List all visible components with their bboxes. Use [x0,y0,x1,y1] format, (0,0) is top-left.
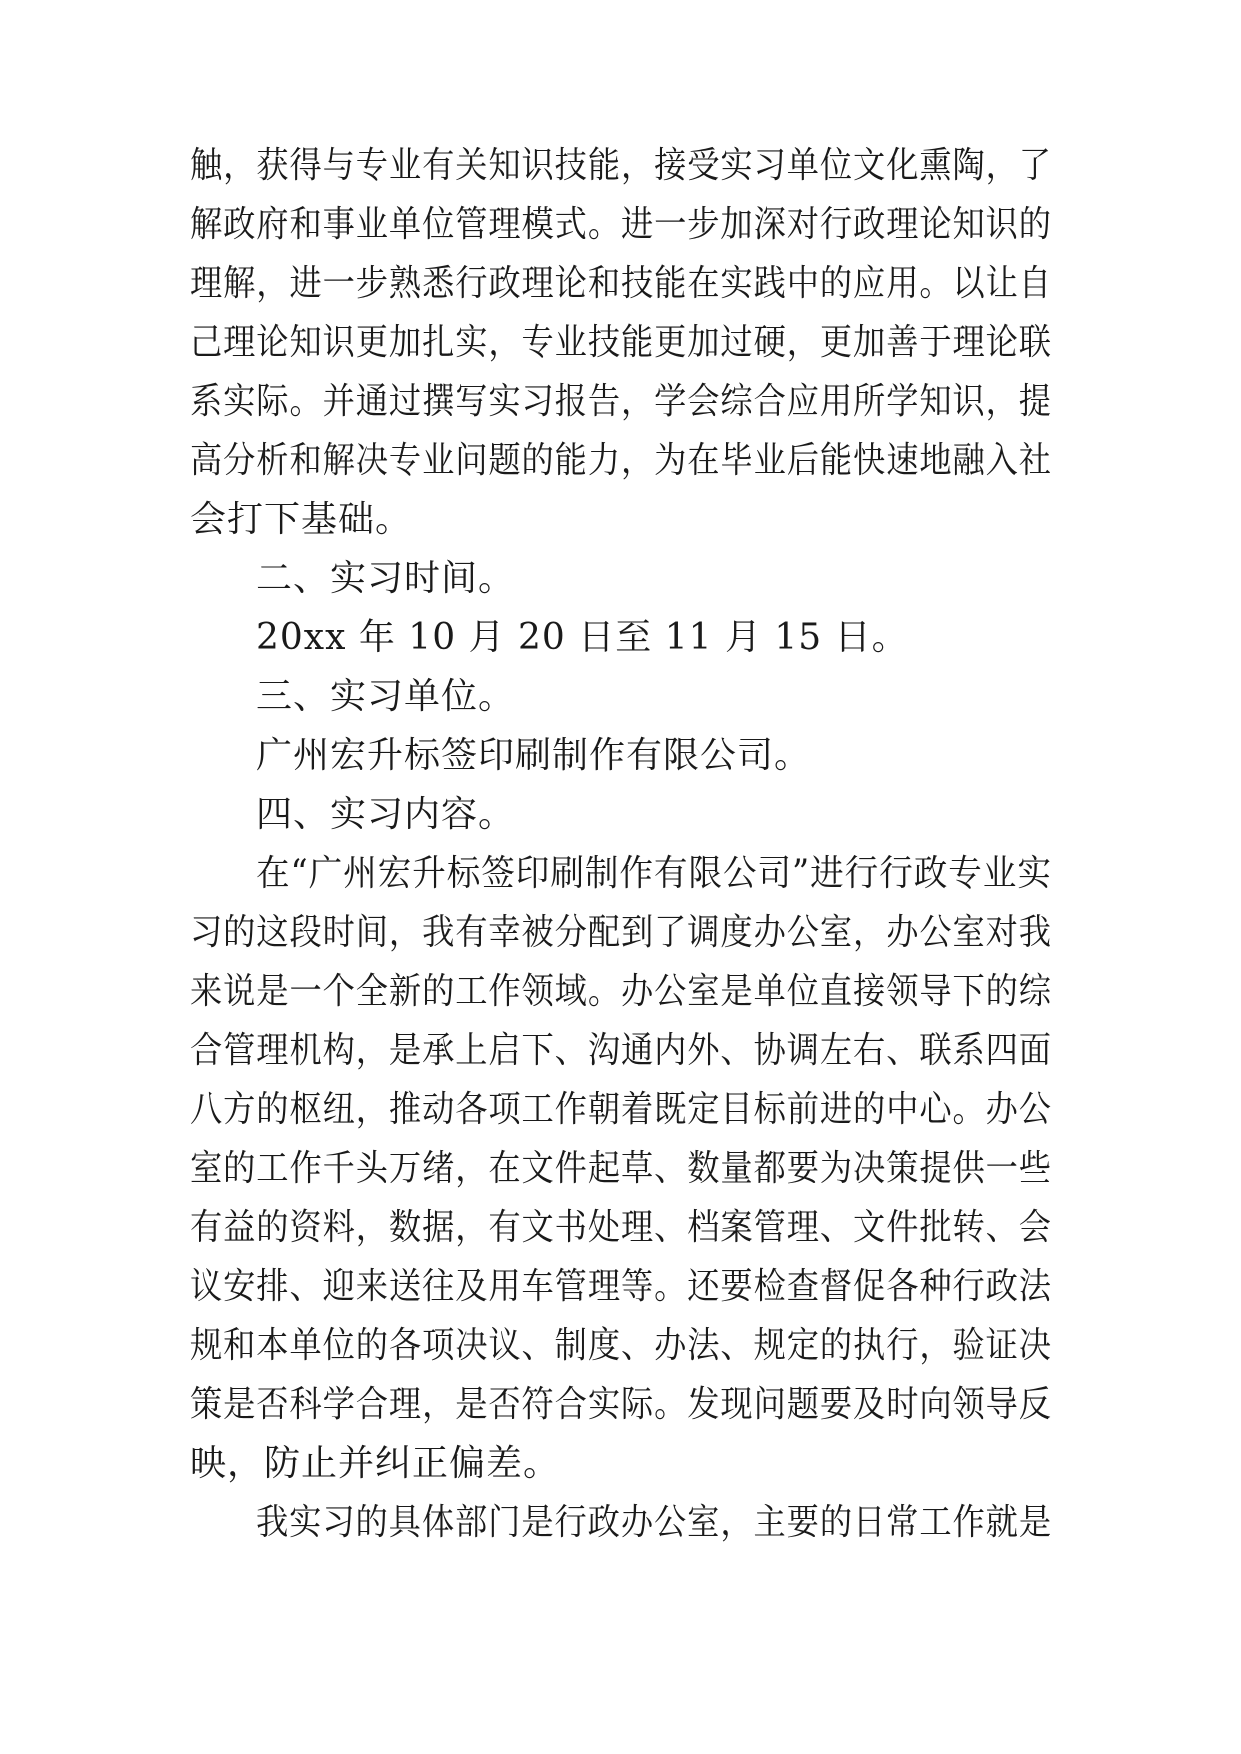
text-line: 会打下基础。 [190,499,413,540]
text-line: 规和本单位的各项决议、制度、办法、规定的执行，验证决 [190,1325,1052,1366]
text-line: 20xx 年 10 月 20 日至 11 月 15 日。 [256,617,909,658]
text-line: 系实际。并通过撰写实习报告，学会综合应用所学知识，提 [190,381,1052,422]
text-line: 我实习的具体部门是行政办公室，主要的日常工作就是 [256,1502,1053,1543]
text-line: 室的工作千头万绪，在文件起草、数量都要为决策提供一些 [190,1148,1052,1189]
text-line: 合管理机构，是承上启下、沟通内外、协调左右、联系四面 [190,1030,1052,1071]
text-line: 广州宏升标签印刷制作有限公司。 [256,735,812,776]
text-line: 有益的资料，数据，有文书处理、档案管理、文件批转、会 [190,1207,1052,1248]
text-line: 来说是一个全新的工作领域。办公室是单位直接领导下的综 [190,971,1052,1012]
text-line: 策是否科学合理，是否符合实际。发现问题要及时向领导反 [190,1384,1052,1425]
text-line: 议安排、迎来送往及用车管理等。还要检查督促各种行政法 [190,1266,1052,1307]
text-line: 映，防止并纠正偏差。 [190,1443,561,1484]
text-line: 理解，进一步熟悉行政理论和技能在实践中的应用。以让自 [190,263,1052,304]
text-line: 己理论知识更加扎实，专业技能更加过硬，更加善于理论联 [190,322,1052,363]
section-heading: 三、实习单位。 [256,676,516,717]
section-heading: 二、实习时间。 [256,558,516,599]
text-line: 触，获得与专业有关知识技能，接受实习单位文化熏陶，了 [190,145,1052,186]
text-line: 高分析和解决专业问题的能力，为在毕业后能快速地融入社 [190,440,1052,481]
section-heading: 四、实习内容。 [256,794,516,835]
text-line: 在“广州宏升标签印刷制作有限公司”进行行政专业实 [256,853,1052,894]
text-line: 解政府和事业单位管理模式。进一步加深对行政理论知识的 [190,204,1052,245]
text-line: 八方的枢纽，推动各项工作朝着既定目标前进的中心。办公 [190,1089,1052,1130]
text-line: 习的这段时间，我有幸被分配到了调度办公室，办公室对我 [190,912,1052,953]
